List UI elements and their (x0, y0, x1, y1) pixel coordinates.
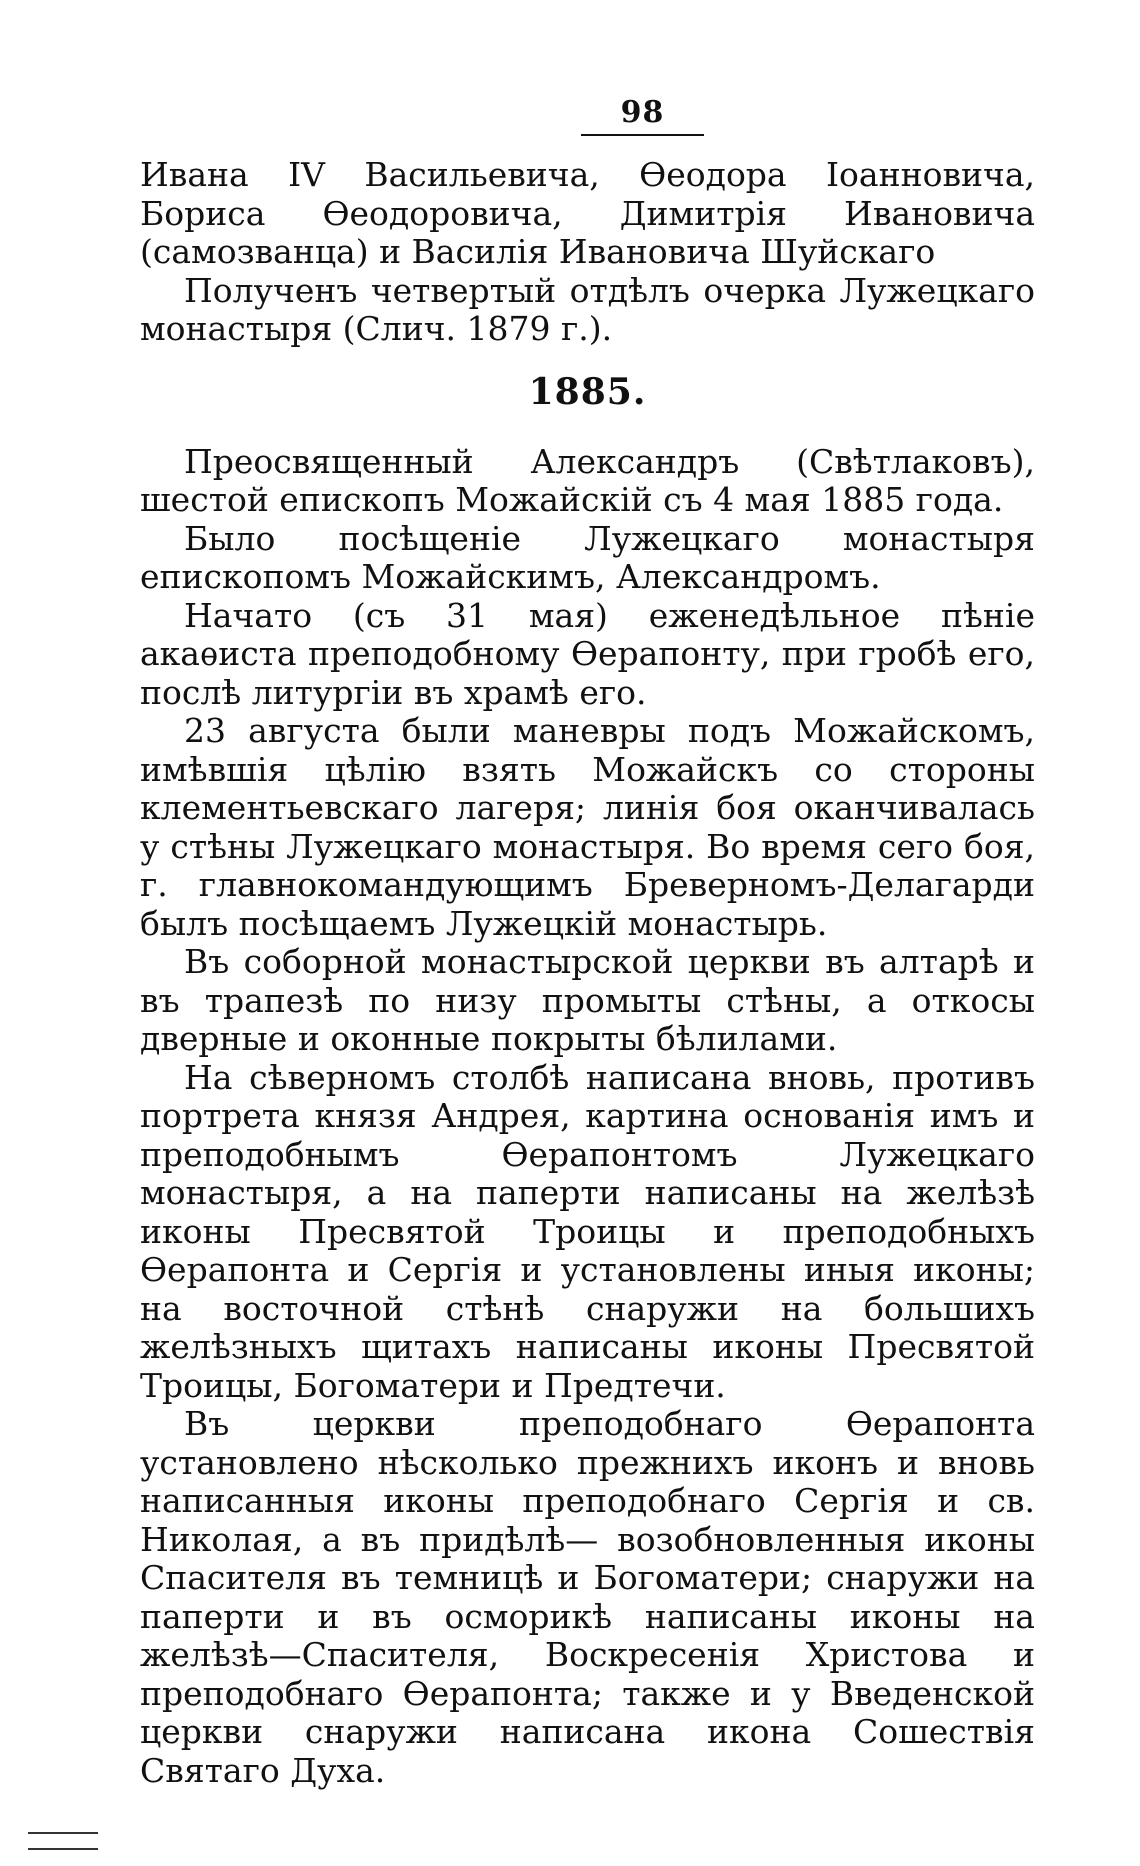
page-content (140, 95, 1035, 1790)
year-heading: 1885. (528, 370, 647, 413)
paragraph-7: Въ церкви преподобнаго Өерапонта установлено нѣсколько прежнихъ иконъ и вновь написанныя иконы преподобнаго Сергія и св. Николая, а въ придѣлѣ— возобновленныя иконы Спасителя въ темницѣ и Богоматери; снаружи на паперти и въ осморикѣ написаны иконы на желѣзѣ—Спасителя, Воскресенія Христова и преподобнаго Өерапонта; также и у Введенской церкви снаружи написана икона Сошествія Святаго Духа. (140, 1404, 1035, 1790)
paragraph-3: Начато (съ 31 мая) еженедѣльное пѣніе акаѳиста преподобному Өерапонту, при гробѣ его, послѣ литургіи въ храмѣ его. (140, 595, 1035, 712)
paragraph-2: Было посѣщеніе Лужецкаго монастыря епископомъ Можайскимъ, Александромъ. (140, 518, 1035, 596)
intro-paragraph-2: Полученъ четвертый отдѣлъ очерка Лужецкаго монастыря (Слич. 1879 г.). (140, 270, 1035, 348)
page-number: 98 (581, 95, 705, 136)
paragraph-4: 23 августа были маневры подъ Можайскомъ, имѣвшія цѣлію взять Можайскъ со стороны клементьевскаго лагеря; линія боя оканчивалась у стѣны Лужецкаго монастыря. Во время сего боя, г. главнокомандующимъ Бреверномъ-Делагарди былъ посѣщаемъ Лужецкій монастырь. (140, 711, 1035, 943)
paragraph-5: Въ соборной монастырской церкви въ алтарѣ и въ трапезѣ по низу промыты стѣны, а откосы дверные и оконные покрыты бѣлилами. (140, 942, 1035, 1058)
footer-rule (28, 1832, 98, 1834)
intro-paragraph-1: Ивана IV Васильевича, Өеодора Іоанновича, Бориса Өеодоровича, Димитрія Ивановича (самозванца) и Василія Ивановича Шуйскаго (140, 155, 1035, 271)
page-header (250, 95, 1035, 136)
footer-rule-2 (28, 1848, 98, 1850)
paragraph-6: На сѣверномъ столбѣ написана вновь, противъ портрета князя Андрея, картина основанія имъ и преподобнымъ Өерапонтомъ Лужецкаго монастыря, а на паперти написаны на желѣзѣ иконы Пресвятой Троицы и преподобныхъ Өерапонта и Сергія и установлены иныя иконы; на восточной стѣнѣ снаружи на большихъ желѣзныхъ щитахъ написаны иконы Пресвятой Троицы, Богоматери и Предтечи. (140, 1057, 1035, 1405)
paragraph-1: Преосвященный Александръ (Свѣтлаковъ), шестой епископъ Можайскій съ 4 мая 1885 года. (140, 441, 1035, 519)
